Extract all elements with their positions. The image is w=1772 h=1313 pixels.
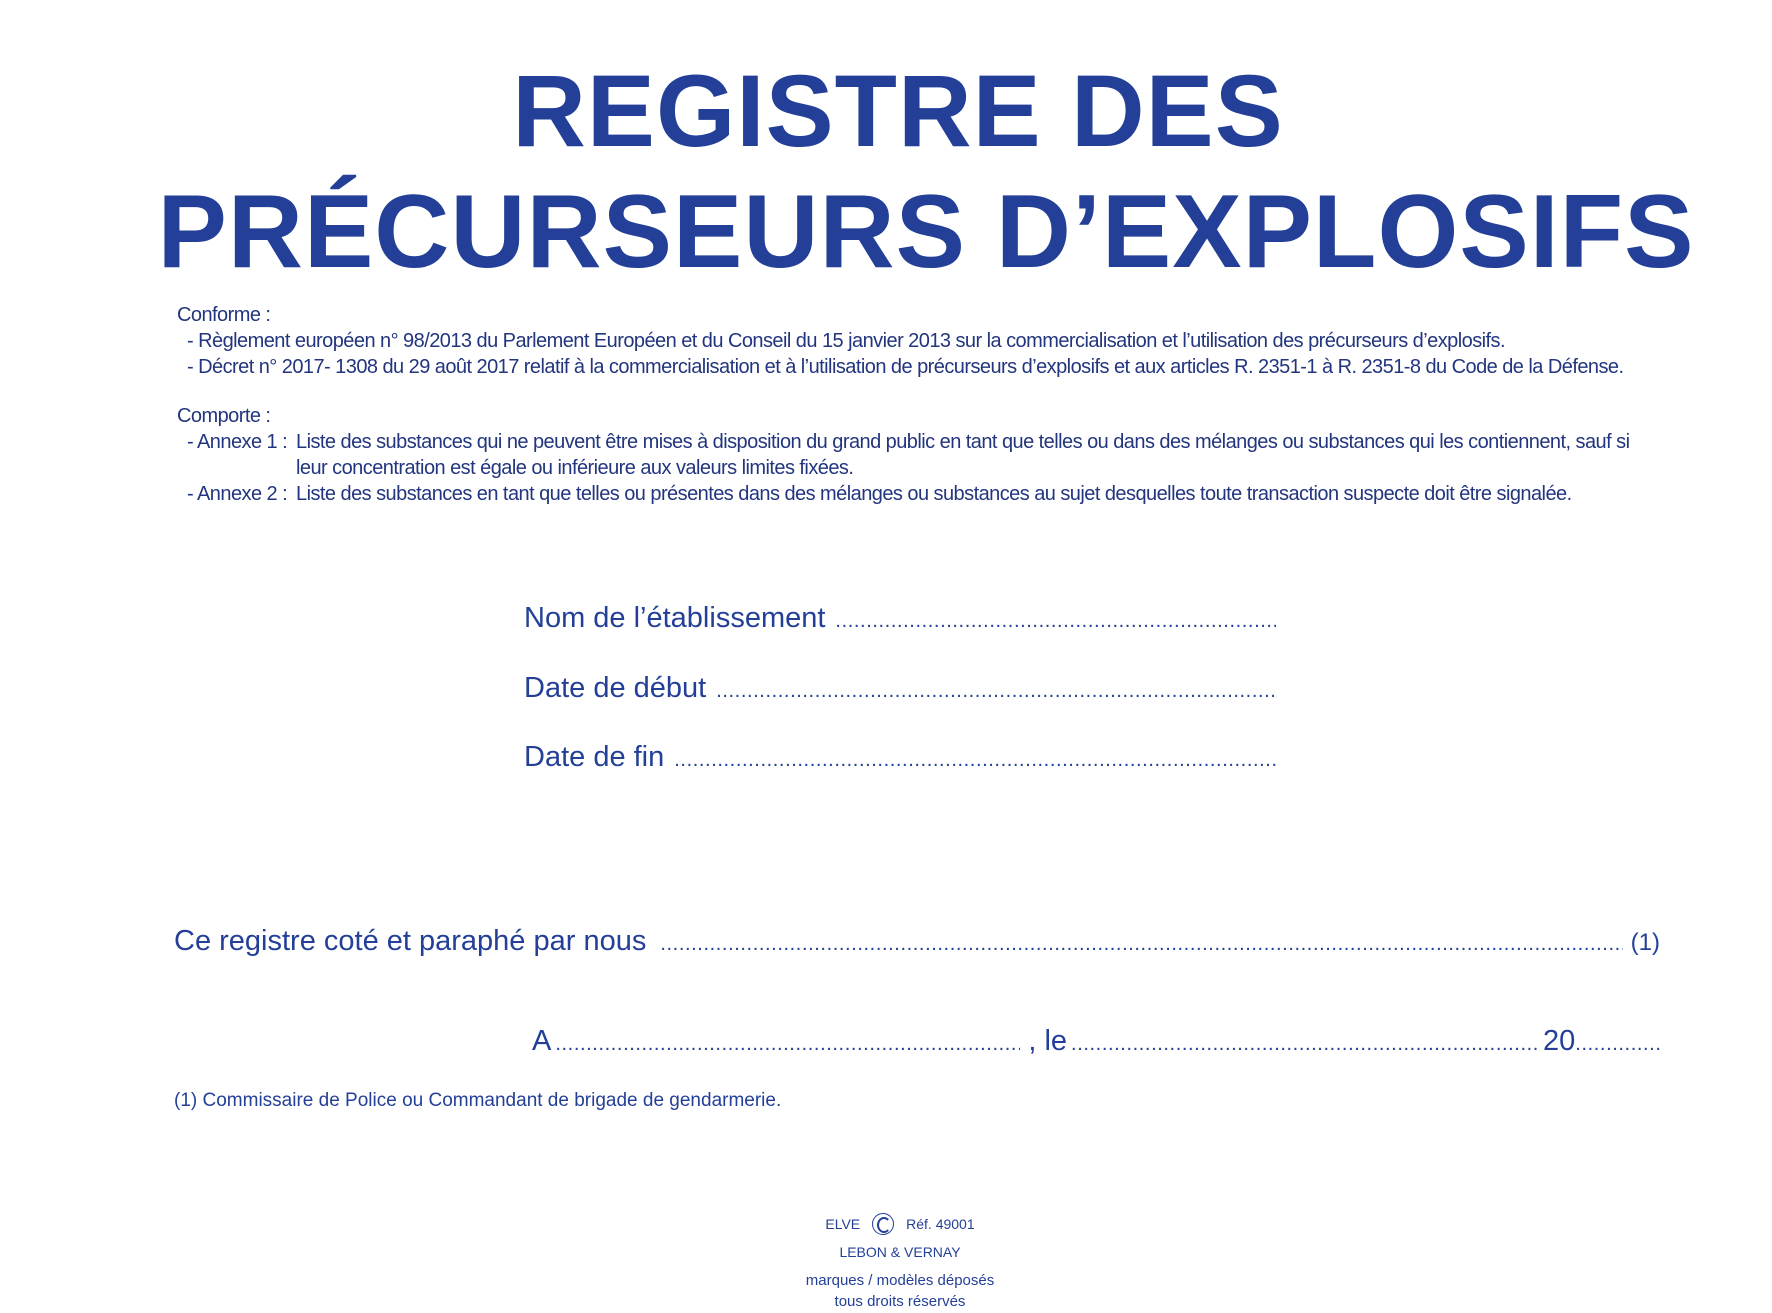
publisher-brand-row xyxy=(0,1213,1772,1235)
certifying-officer-field[interactable] xyxy=(174,925,1660,958)
title-line-2: PRÉCURSEURS D’EXPLOSIFS xyxy=(157,174,1695,290)
date-label: , le xyxy=(1028,1025,1068,1057)
year-dotted-line[interactable] xyxy=(1575,1034,1660,1054)
rights-line-2: tous droits réservés xyxy=(834,1293,966,1310)
annexe-2-label: - Annexe 2 : xyxy=(187,483,288,505)
establishment-name-field[interactable] xyxy=(524,602,1276,635)
start-date-field[interactable] xyxy=(524,672,1276,705)
annexe-1 xyxy=(177,429,1677,481)
annexe-2 xyxy=(177,481,1677,507)
end-date-dotted-line[interactable] xyxy=(674,750,1276,770)
annexe-1-text: Liste des substances qui ne peuvent être mises à disposition du grand public en tant que telles ou dans des mélanges ou substances qui les contiennent, sauf si leur concentration est égale ou inférieure aux valeurs limites fixées. xyxy=(296,431,1630,479)
comporte-section xyxy=(177,403,1677,507)
start-date-label: Date de début xyxy=(524,672,707,704)
certifying-officer-label: Ce registre coté et paraphé par nous xyxy=(174,925,647,957)
end-date-label: Date de fin xyxy=(524,741,665,773)
footnote: (1) Commissaire de Police ou Commandant de brigade de gendarmerie. xyxy=(174,1090,782,1111)
place-label: A xyxy=(532,1025,552,1057)
comporte-heading: Comporte : xyxy=(177,405,271,427)
publisher-logo-icon xyxy=(872,1213,894,1235)
end-date-field[interactable] xyxy=(524,741,1276,774)
annexe-1-label: - Annexe 1 : xyxy=(187,431,288,453)
rights-line-1: marques / modèles déposés xyxy=(805,1272,995,1289)
establishment-name-dotted-line[interactable] xyxy=(835,611,1276,631)
conforme-section xyxy=(177,302,1677,380)
conforme-item-decree: - Décret n° 2017- 1308 du 29 août 2017 relatif à la commercialisation et à l’utilisation de précurseurs d’explosifs et aux articles R. 2351-1 à R. 2351-8 du Code de la Défense. xyxy=(187,356,1624,378)
start-date-dotted-line[interactable] xyxy=(716,681,1276,701)
establishment-name-label: Nom de l’établissement xyxy=(524,602,826,634)
certifying-officer-dotted-line[interactable] xyxy=(660,934,1622,954)
brand-name: ELVE xyxy=(825,1216,861,1232)
place-date-field[interactable] xyxy=(532,1025,1660,1058)
title-line-1: REGISTRE DES xyxy=(512,54,1284,168)
conforme-heading: Conforme : xyxy=(177,304,271,326)
footnote-reference: (1) xyxy=(1630,929,1660,956)
annexe-2-text: Liste des substances en tant que telles ou présentes dans des mélanges ou substances au sujet desquelles toute transaction suspecte doit être signalée. xyxy=(296,483,1572,505)
publisher-company: LEBON & VERNAY xyxy=(839,1244,961,1260)
date-dotted-line[interactable] xyxy=(1071,1034,1539,1054)
conforme-item-regulation: - Règlement européen n° 98/2013 du Parlement Européen et du Conseil du 15 janvier 2013 sur la commercialisation et l’utilisation des précurseurs d’explosifs. xyxy=(187,330,1505,352)
year-prefix: 20 xyxy=(1543,1025,1576,1057)
place-dotted-line[interactable] xyxy=(555,1034,1020,1054)
product-reference: Réf. 49001 xyxy=(906,1216,975,1232)
